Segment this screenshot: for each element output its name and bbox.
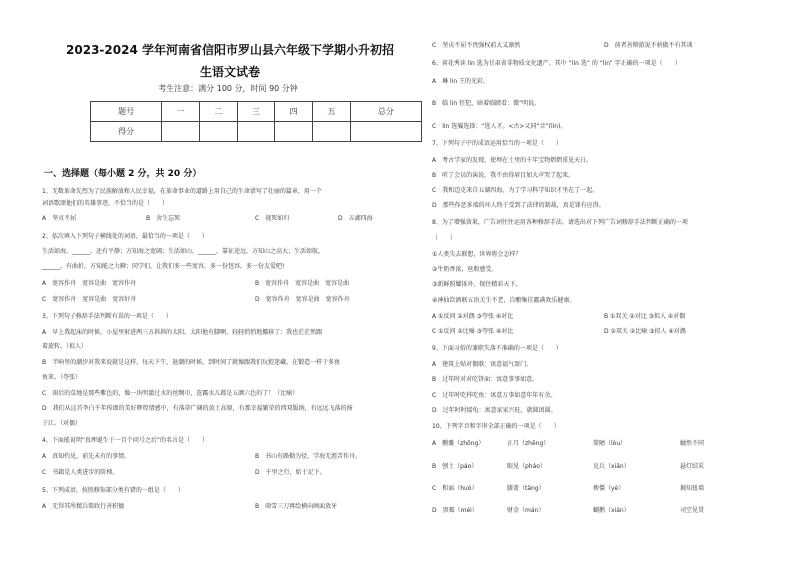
option[interactable]: C 宽容作舟 宽容是曲 宽容好舟 bbox=[42, 296, 137, 303]
question-6-b[interactable]: B 临 lin 狂犯，暗着临睛看：微“明说。 bbox=[432, 100, 541, 107]
question-3-b-cont: 鱼来。（夸张） bbox=[42, 374, 82, 381]
option[interactable]: A 坚贞不屈 bbox=[42, 215, 77, 222]
table-cell: 二 bbox=[199, 102, 237, 122]
question-6-a[interactable]: A 琳 lin 王的光彩。 bbox=[432, 78, 490, 85]
table-cell: 总分 bbox=[350, 102, 421, 122]
option[interactable]: D ①双关 ②比喻 ③拟人 ④对偶 bbox=[604, 328, 686, 335]
table-cell: 三 bbox=[237, 102, 275, 122]
option[interactable]: B 舍生忘死 bbox=[146, 215, 181, 222]
question-3-d-cont: 子江。（对偶） bbox=[42, 420, 82, 427]
option[interactable]: C 书籍是人类进步的阶梯。 bbox=[42, 469, 119, 476]
score-table-row bbox=[91, 122, 422, 142]
score-input-cell[interactable] bbox=[313, 122, 351, 142]
question-3: 3、下列句子修辞手法判断有误的一项是（ ） bbox=[42, 313, 172, 320]
option[interactable]: D 千里之行，始于足下。 bbox=[255, 469, 326, 476]
question-8-item: ④神仙饮酒联五语关生不老，自酿集佳露满欢乐健康。 bbox=[432, 297, 576, 304]
score-input-cell[interactable] bbox=[350, 122, 421, 142]
table-cell: 得分 bbox=[91, 122, 162, 142]
question-3-c: C 雨后的草地是那些紫色的，像一块明澈过水的丝绸巾，连露水儿都是五颜六色的了！（比喻） bbox=[42, 390, 299, 397]
score-table-header bbox=[91, 102, 422, 122]
option-part: 触然不同 bbox=[680, 440, 705, 447]
option[interactable]: A 真知灼见，前先未有的事情。 bbox=[42, 453, 131, 460]
option[interactable]: A 无得其所精兵简政行善积德 bbox=[42, 503, 125, 510]
score-input-cell[interactable] bbox=[237, 122, 275, 142]
option-part: 蝴鹅（xián） bbox=[593, 507, 630, 514]
question-3-a: A 早上我起床的时候，小屋里射进两三方斜斜的太阳。太阳他有脚啊，轻轻悄悄地挪移了；我也茫茫然跟 bbox=[42, 329, 323, 336]
score-input-cell[interactable] bbox=[275, 122, 313, 142]
option-part: 财金（mán） bbox=[507, 507, 545, 514]
option[interactable]: C 和面（huó） bbox=[432, 485, 478, 492]
option[interactable]: A ①反问 ②对偶 ③夸张 ④对比 bbox=[432, 313, 514, 320]
option-part: 司空见贯 bbox=[680, 507, 705, 514]
question-6: 6、荷花秀读 lin 选为甘肃省非物质文化遗产。其中 “lin 选” 的 “lin” 字正确的一项是（ ） bbox=[432, 60, 681, 67]
section-heading: 一、选择题（每小题 2 分，共 20 分） bbox=[44, 169, 202, 179]
option-part: 膝盖（tāng） bbox=[507, 485, 545, 492]
question-7-d[interactable]: D 那些作恶多端的坏人终于受到了法律的制裁，真是罪有应得。 bbox=[432, 202, 605, 209]
question-8: 8、为了增强效果，广告词往往运用各种修辞手法。请选出对下列广告词修辞手法判断正确的一项 bbox=[432, 219, 688, 226]
question-6-c[interactable]: C lin 选骗选择：“选人才。<古>又同“音”(lin)。 bbox=[432, 123, 567, 130]
question-7-c[interactable]: C 我和迈克来自五湖四海，为了学习科学知识才坐在了一起。 bbox=[432, 187, 599, 194]
option[interactable]: D 五湖四海 bbox=[338, 215, 373, 222]
question-9-d[interactable]: D 过年时时接龟：寓意家家兴旺，就圆团圆。 bbox=[432, 407, 557, 414]
question-9-a[interactable]: A 建筑上贴对偶联：寓意福气盈门。 bbox=[432, 361, 533, 368]
question-9: 9、下面习俗的兼职失落不准确的一项是（ ） bbox=[432, 345, 562, 352]
option[interactable]: B 书山有路勤为径，学海无涯苦作舟。 bbox=[255, 453, 362, 460]
question-10: 10、下列字音和字形全部正确的一项是（ ） bbox=[432, 423, 560, 430]
exam-title-line1: 2023-2024 学年河南省信阳市罗山县六年级下学期小升初招 bbox=[66, 43, 394, 57]
question-3-a-cont: 着旋转。（拟人） bbox=[42, 343, 88, 350]
question-4: 4、下面能说明“真理诞生于一百个问号之后”的名言是（ ） bbox=[42, 437, 209, 444]
option[interactable]: B ①双关 ②对比 ③拟人 ④对偶 bbox=[604, 313, 686, 320]
option-part: 正月（zhēng） bbox=[507, 440, 550, 447]
option[interactable]: D 前者善辩游说不骄傲不有其谈 bbox=[604, 42, 693, 49]
option[interactable]: A 删嚢（zhōng） bbox=[432, 440, 485, 447]
question-7: 7、下列句子中的成语运用恰当的一项是（ ） bbox=[432, 140, 562, 147]
question-8-item: ①人类失去联想，世界将会怎样？ bbox=[432, 251, 522, 258]
question-3-d: D 我们从这首李白千年传颂的美好辉煌情感中，有落蒂广阔的黄土高原，有那幸福繁荣的西双版纳，有远远飞落的扬 bbox=[42, 405, 353, 412]
table-cell: 四 bbox=[275, 102, 313, 122]
question-1-cont: 词语歌颂他们的英雄事迹，不恰当的是（ ） bbox=[42, 200, 169, 207]
option[interactable]: D 黑霉（méi） bbox=[432, 507, 478, 514]
question-7-b[interactable]: B 听了会员的演说，我不由得眉目加大声哭了起来。 bbox=[432, 172, 575, 179]
question-8-cont: （ ） bbox=[432, 235, 457, 242]
option-part: 简陋（lòu） bbox=[593, 440, 627, 447]
option[interactable]: C ①反问 ②比喻 ③夸张 ④对比 bbox=[432, 328, 514, 335]
exam-notice: 考生注意：满分 100 分，时间 90 分钟 bbox=[158, 84, 298, 93]
question-7-a[interactable]: A 考古学家的发现，使埋在土里的千年宝物熠熠重见天日。 bbox=[432, 157, 593, 164]
score-table bbox=[90, 101, 422, 142]
option-part: 克兵（xiān） bbox=[593, 463, 630, 470]
table-cell: 五 bbox=[313, 102, 351, 122]
option-part: 掺僵（yè） bbox=[593, 485, 625, 492]
option[interactable]: A 宽容作舟 宽容是曲 宽容作舟 bbox=[42, 280, 137, 287]
question-9-b[interactable]: B 过年时对对吃饼面：寓意事事如意。 bbox=[432, 376, 539, 383]
option-part: 眼见（pháo） bbox=[507, 463, 546, 470]
option[interactable]: C 坚贞不屈不畏强权前大义凛然 bbox=[432, 42, 521, 49]
option[interactable]: B 雨雪三刀再绘横向画面放牙 bbox=[255, 503, 338, 510]
option-part: 揭知扭墙 bbox=[680, 485, 705, 492]
question-2-b: ______，有曲折，方知能之力聊；同学们，让我们多一些宽容，多一份包容，多一份友爱吧! bbox=[42, 263, 285, 270]
table-cell: 一 bbox=[162, 102, 200, 122]
option[interactable]: D 宽容作舟 宽容是曲 宽容作舟 bbox=[255, 296, 350, 303]
question-1: 1、无数革命先烈为了民族解放和人民幸福，在革命事业的道路上用自己的生命谱写了壮丽的篇章，用一个 bbox=[42, 188, 322, 195]
option[interactable]: B 宽容作舟 宽容是曲 宽容是曲 bbox=[255, 280, 350, 287]
question-5: 5、下列成语，按照修饰部分类有错的一组是（ ） bbox=[42, 487, 184, 494]
exam-title bbox=[50, 39, 410, 83]
question-3-b: B 半响里的潮汐对我来说就是这样，每天下午，退潮的时候，到时间了就像跟我们玩捉迷藏，在锻造一样于多鱼 bbox=[42, 359, 341, 366]
question-9-c[interactable]: C 过年时吃样吃鱼：寓意万事如意年年有余。 bbox=[432, 392, 557, 399]
option[interactable]: C 视死如归 bbox=[255, 215, 290, 222]
question-2-a: 生活如海，______，还有平静；方知海之宽阔；生活如山，______，靠征途远，方知山之高大；生活如航， bbox=[42, 248, 325, 255]
option-part: 悬灯结采 bbox=[680, 463, 705, 470]
score-input-cell[interactable] bbox=[162, 122, 200, 142]
exam-title-line2: 生语文试卷 bbox=[199, 65, 260, 79]
option[interactable]: B 刨土（páo） bbox=[432, 463, 478, 470]
question-2: 2、依次填入下列句子横线处的词语，最恰当的一项是（ ） bbox=[42, 233, 208, 240]
question-8-item: ②牛奶香浓，丝般感受。 bbox=[432, 266, 498, 273]
table-cell: 题号 bbox=[91, 102, 162, 122]
score-input-cell[interactable] bbox=[199, 122, 237, 142]
question-8-item: ③新鲜照耀体外，保住精彩天下。 bbox=[432, 281, 522, 288]
